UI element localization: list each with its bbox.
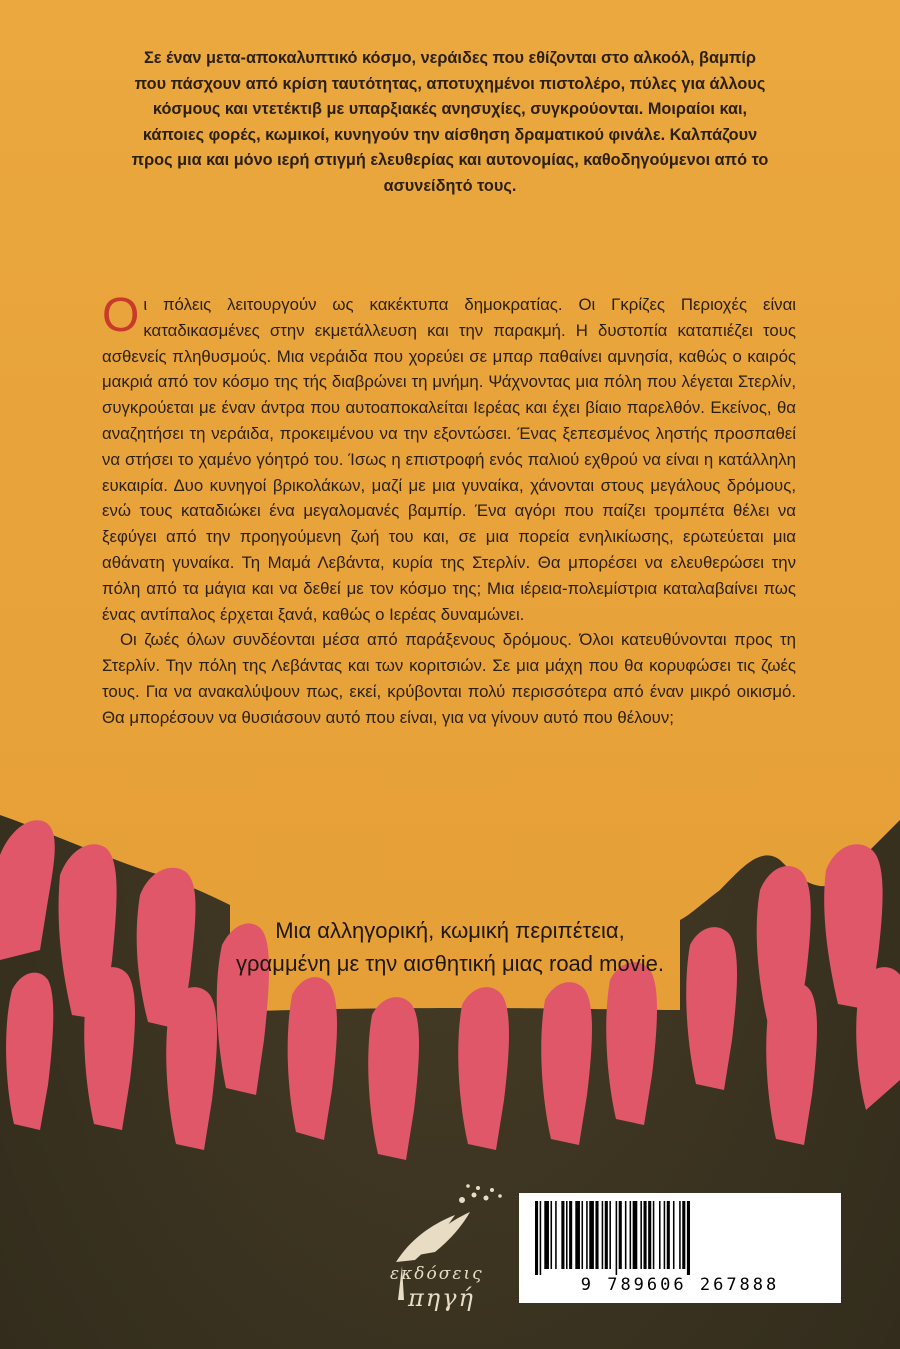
barcode-bar (640, 1201, 642, 1269)
barcode-bar (589, 1201, 594, 1269)
publisher-name-line1: εκδόσεις (390, 1264, 484, 1284)
barcode-bar (659, 1201, 661, 1269)
barcode-bar (544, 1201, 549, 1269)
barcode-bar (551, 1201, 553, 1269)
barcode-bar (667, 1201, 670, 1269)
barcode-bar (605, 1201, 608, 1269)
barcode-bar (586, 1201, 588, 1269)
barcode-bar (619, 1201, 622, 1269)
synopsis-paragraph-1 (102, 289, 796, 627)
barcode-bar (609, 1201, 611, 1269)
barcode-bar (540, 1201, 542, 1275)
publisher-logo (360, 1180, 520, 1310)
barcode-bar (664, 1201, 666, 1269)
tagline: Μια αλληγορική, κωμική περιπέτεια, γραμμένη με την αισθητική μιας road movie. (236, 918, 664, 976)
barcode-bar (595, 1201, 598, 1269)
drop-cap: Ο (102, 289, 140, 342)
barcode-bars (533, 1201, 827, 1275)
barcode-bar (653, 1201, 655, 1269)
publisher-name-line2: πηγή (408, 1284, 475, 1312)
barcode-bar (561, 1201, 564, 1269)
barcode-bar (630, 1201, 632, 1269)
barcode-bar (582, 1201, 584, 1269)
barcode-bar (602, 1201, 604, 1269)
barcode-bar (616, 1201, 618, 1275)
barcode-bar (679, 1201, 681, 1269)
barcode-bar (569, 1201, 572, 1269)
barcode-bar (644, 1201, 647, 1269)
barcode-bar (625, 1201, 627, 1269)
blurb-text: Σε έναν μετα-αποκαλυπτικό κόσμο, νεράιδες που εθίζονται στο αλκοόλ, βαμπίρ που πάσχουν από κρίση ταυτότητας, αποτυχημένοι πιστολέρο, πύλες για άλλους κόσμους και ντετέκτιβ με υπαρξιακές ανησυχίες, συγκρούονται. Μοιραίοι και, κάποιες φορές, κωμικοί, κυνηγούν την αίσθηση δραματικού φινάλε. Καλπάζουν προς μια και μόνο ιερή στιγμή ελευθερίας και αυτονομίας, καθοδηγούμενοι από το ασυνείδητό τους. (131, 49, 769, 195)
synopsis-paragraph-1-text: ι πόλεις λειτουργούν ως κακέκτυπα δημοκρατίας. Οι Γκρίζες Περιοχές είναι καταδικασμένες στην εκμετάλλευση και την παρακμή. Η δυστοπία καταπιέζει τους ασθενείς πληθυσμούς. Μια νεράιδα που χορεύει σε μπαρ παθαίνει αμνησία, καθώς ο καιρός μακριά από τον κόσμο της τής διαβρώνει τη μνήμη. Ψάχνοντας μια πόλη που λέγεται Στερλίν, συγκρούεται με έναν άντρα που αυτοαποκαλείται Ιερέας και έχει βίαιο παρελθόν. Εκείνος, θα αναζητήσει τη νεράιδα, προκειμένου να την εξοντώσει. Ένας ξεπεσμένος ληστής προσπαθεί να στήσει το χαμένο γόητρό του. Ίσως η επιστροφή ενός παλιού εχθρού να είναι η κατάλληλη ευκαιρία. Δυο κυνηγοί βρικολάκων, μαζί με μια γυναίκα, χάνονται στους μεγάλους δρόμους, ενώ τους καταδιώκει ένα μεγαλομανές βαμπίρ. Ένα αγόρι που παίζει τρομπέτα θέλει να ξεφύγει από την προηγούμενη ζωή του και, σε μια πορεία ενηλικίωσης, ερωτεύεται μια αθάνατη γυναίκα. Τη Μαμά Λεβάντα, κυρία της Στερλίν. Θα μπορέσει να ελευθερώσει την πόλη από τα μάγια και να δεθεί με τον κόσμο της; Μια ιέρεια-πολεμίστρια καταλαβαίνει πως ένας αντίπαλος έρχεται ξανά, καθώς ο Ιερέας δυναμώνει. (102, 295, 796, 624)
barcode-bar (555, 1201, 557, 1269)
barcode-bar (633, 1201, 638, 1269)
isbn-barcode (519, 1193, 841, 1303)
barcode-bar (673, 1201, 675, 1269)
barcode-bar (682, 1201, 685, 1269)
barcode-bar (687, 1201, 690, 1275)
barcode-bar (575, 1201, 580, 1269)
synopsis-paragraph-2: Οι ζωές όλων συνδέονται μέσα από παράξενους δρόμους. Όλοι κατευθύνονται προς τη Στερλίν. Την πόλη της Λεβάντας και των κοριτσιών. Σε μια μάχη που θα κορυφώσει τις ζωές τους. Για να ανακαλύψουν πως, εκεί, κρύβονται πολύ περισσότερα από έναν μικρό οικισμό. Θα μπορέσουν να θυσιάσουν αυτό που είναι, για να γίνουν αυτό που θέλουν; (102, 630, 796, 727)
barcode-bar (566, 1201, 568, 1269)
synopsis (102, 289, 796, 731)
barcode-bar (535, 1201, 538, 1275)
isbn-number: 9 789606 267888 (580, 1275, 780, 1295)
barcode-bar (648, 1201, 651, 1269)
